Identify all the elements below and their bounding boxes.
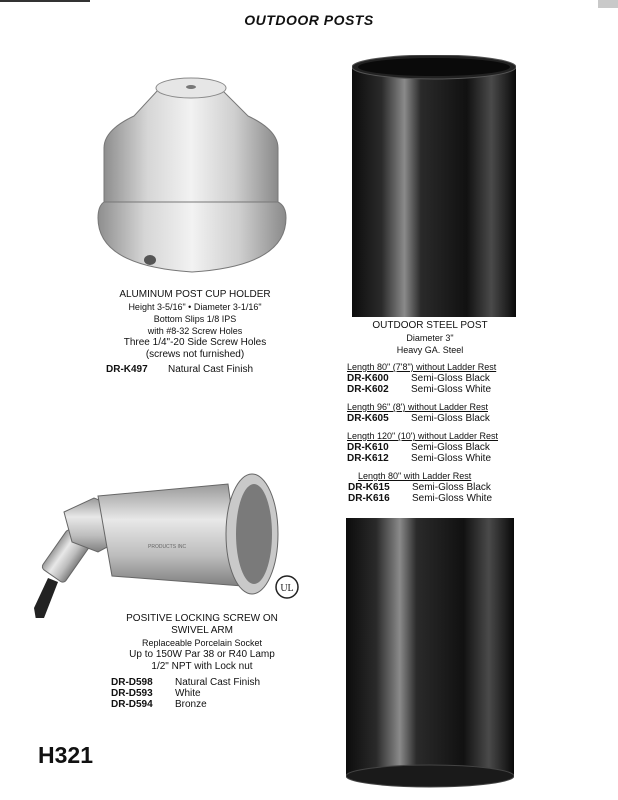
cup-holder-spec-4: Three 1/4"-20 Side Screw Holes (123, 337, 267, 348)
steel-post-diameter: Diameter 3" (406, 333, 454, 343)
socket-title-line-2: SWIVEL ARM (171, 625, 233, 636)
steel-post-top-image (352, 55, 516, 317)
list-item (348, 493, 532, 504)
product-group (347, 401, 532, 424)
steel-post-caption (350, 320, 510, 356)
cup-holder-spec-5: (screws not furnished) (145, 349, 245, 360)
list-item (111, 677, 260, 688)
corner-mark (598, 0, 618, 8)
cup-holder-spec-3: with #8-32 Screw Holes (147, 326, 243, 336)
product-code: DR-K602 (347, 384, 389, 395)
list-item (347, 413, 532, 424)
ul-listed-mark (274, 574, 300, 600)
product-finish: Semi-Gloss White (411, 384, 492, 395)
group-header: Length 80" with Ladder Rest (358, 471, 472, 481)
group-header: Length 80" (7'8") without Ladder Rest (347, 362, 497, 372)
product-finish: Bronze (175, 699, 207, 710)
cup-holder-title: ALUMINUM POST CUP HOLDER (119, 289, 271, 300)
product-group (347, 430, 532, 464)
product-code: DR-K497 (106, 364, 148, 375)
cup-holder-spec-2: Bottom Slips 1/8 IPS (153, 314, 237, 324)
cup-holder-product (106, 364, 253, 375)
product-code: DR-K616 (348, 493, 390, 504)
product-code: DR-K600 (347, 373, 389, 384)
svg-text:PRODUCTS INC: PRODUCTS INC (148, 544, 187, 550)
cup-holder-image (88, 68, 293, 278)
product-finish: Semi-Gloss White (412, 493, 493, 504)
product-code: DR-D598 (111, 677, 153, 688)
product-finish: Semi-Gloss Black (411, 373, 490, 384)
steel-post-gauge: Heavy GA. Steel (396, 345, 464, 355)
product-code: DR-K615 (348, 482, 390, 493)
cup-holder-caption (70, 289, 320, 361)
swivel-socket-image (28, 468, 288, 618)
group-header: Length 120" (10') without Ladder Rest (347, 431, 499, 441)
socket-spec-2: Up to 150W Par 38 or R40 Lamp (129, 649, 275, 660)
list-item (348, 482, 532, 493)
product-finish: Semi-Gloss Black (411, 413, 490, 424)
cup-holder-spec-1: Height 3-5/16" • Diameter 3-1/16" (128, 302, 262, 312)
product-code: DR-D594 (111, 699, 153, 710)
product-code: DR-K605 (347, 413, 389, 424)
top-rule (0, 0, 90, 2)
product-group (348, 470, 532, 504)
steel-post-bottom-image (346, 518, 514, 788)
list-item (347, 373, 532, 384)
product-group (347, 361, 532, 395)
product-code: DR-K612 (347, 453, 389, 464)
socket-spec-3: 1/2" NPT with Lock nut (151, 661, 253, 672)
steel-post-product-list (347, 361, 532, 504)
product-finish: Semi-Gloss Black (412, 482, 491, 493)
group-header: Length 96" (8') without Ladder Rest (347, 402, 488, 412)
product-finish: Semi-Gloss White (411, 453, 492, 464)
socket-caption (70, 613, 334, 673)
ul-label: UL (280, 583, 294, 594)
page-title: OUTDOOR POSTS (244, 12, 374, 28)
product-finish: Natural Cast Finish (175, 677, 261, 688)
socket-spec-1: Replaceable Porcelain Socket (141, 638, 263, 648)
product-finish: White (175, 688, 201, 699)
list-item (347, 384, 532, 395)
list-item (111, 688, 260, 699)
product-finish: Natural Cast Finish (168, 364, 254, 375)
product-code: DR-K610 (347, 442, 389, 453)
list-item (347, 453, 532, 464)
socket-product-list (111, 677, 260, 710)
socket-title-line-1: POSITIVE LOCKING SCREW ON (126, 613, 278, 624)
steel-post-title: OUTDOOR STEEL POST (372, 320, 488, 331)
list-item (111, 699, 260, 710)
page-number: H321 (38, 742, 93, 768)
product-code: DR-D593 (111, 688, 153, 699)
product-finish: Semi-Gloss Black (411, 442, 490, 453)
list-item (347, 442, 532, 453)
